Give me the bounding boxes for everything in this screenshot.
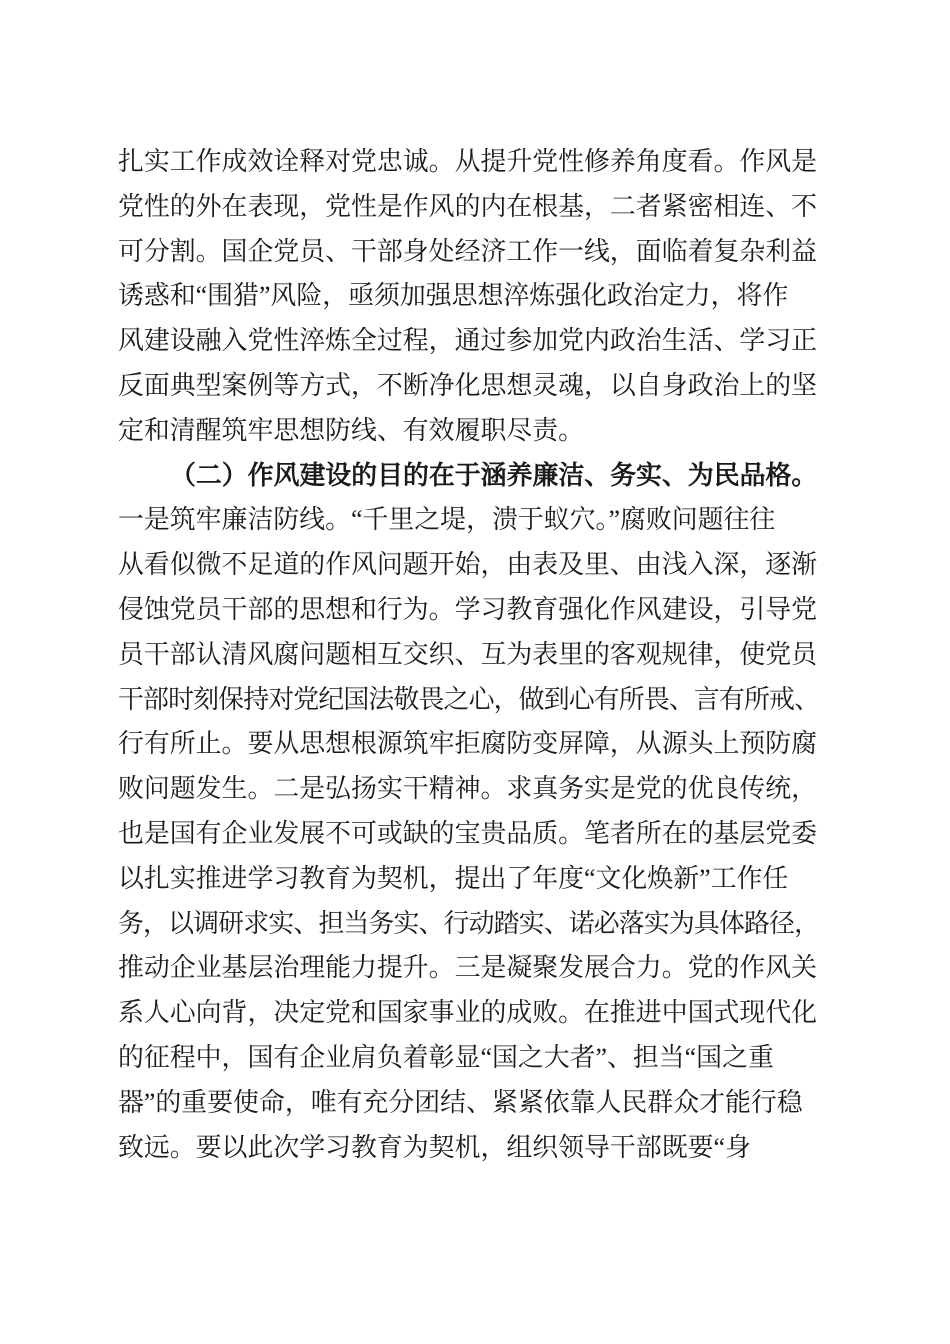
- text-line: 诱惑和“围猎”风险，亟须加强思想淬炼强化政治定力，将作: [118, 281, 789, 311]
- text-line: 器”的重要使命，唯有充分团结、紧紧依靠人民群众才能行稳: [118, 1087, 803, 1117]
- text-line: 行有所止。要从思想根源筑牢拒腐防变屏障，从源头上预防腐: [118, 729, 818, 759]
- text-line: 侵蚀党员干部的思想和行为。学习教育强化作风建设，引导党: [118, 594, 818, 624]
- text-line: 干部时刻保持对党纪国法敬畏之心，做到心有所畏、言有所戒、: [118, 684, 820, 714]
- document-body: [118, 140, 818, 1170]
- text-line: 扎实工作成效诠释对党忠诚。从提升党性修养角度看。作风是: [118, 147, 818, 176]
- section-heading-line: （二）作风建设的目的在于涵养廉洁、务实、为民品格。: [170, 460, 818, 490]
- text-line: 员干部认清风腐问题相互交织、互为表里的客观规律，使党员: [118, 639, 818, 669]
- text-line: 风建设融入党性淬炼全过程，通过参加党内政治生活、学习正: [118, 326, 818, 356]
- text-line: 可分割。国企党员、干部身处经济工作一线，面临着复杂利益: [118, 236, 818, 266]
- text-line: 也是国有企业发展不可或缺的宝贵品质。笔者所在的基层党委: [118, 818, 818, 848]
- text-line: 系人心向背，决定党和国家事业的成败。在推进中国式现代化: [118, 998, 818, 1028]
- text-line: 反面典型案例等方式，不断净化思想灵魂，以自身政治上的坚: [118, 370, 818, 400]
- text-line: 从看似微不足道的作风问题开始，由表及里、由浅入深，逐渐: [118, 550, 818, 580]
- text-line: 以扎实推进学习教育为契机，提出了年度“文化焕新”工作任: [118, 863, 789, 893]
- text-line: 推动企业基层治理能力提升。三是凝聚发展合力。党的作风关: [118, 953, 818, 983]
- text-line: 务，以调研求实、担当务实、行动踏实、诺必落实为具体路径，: [118, 908, 820, 938]
- text-line: 致远。要以此次学习教育为契机，组织领导干部既要“身: [118, 1132, 751, 1162]
- text-line: 一是筑牢廉洁防线。“千里之堤，溃于蚁穴。”腐败问题往往: [118, 505, 776, 535]
- text-line: 的征程中，国有企业肩负着彰显“国之大者”、担当“国之重: [118, 1042, 774, 1072]
- text-line: 党性的外在表现，党性是作风的内在根基，二者紧密相连、不: [118, 191, 818, 221]
- text-line: 败问题发生。二是弘扬实干精神。求真务实是党的优良传统，: [118, 774, 818, 804]
- text-line: 定和清醒筑牢思想防线、有效履职尽责。: [118, 415, 585, 445]
